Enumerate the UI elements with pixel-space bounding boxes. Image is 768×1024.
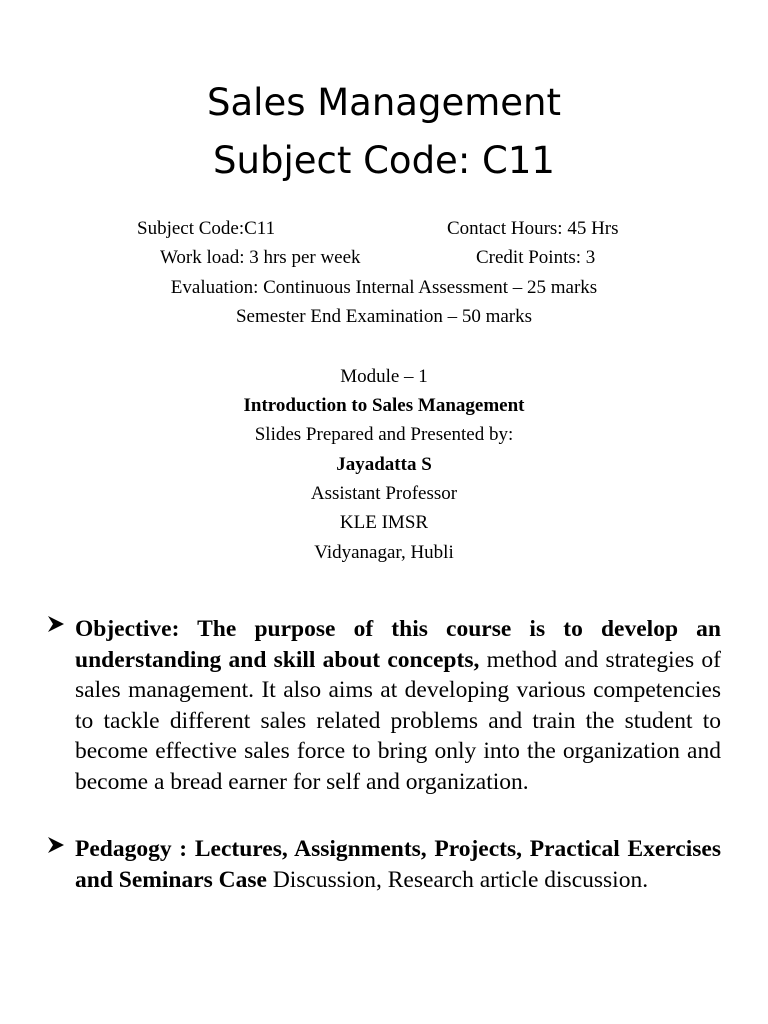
semester-exam-info: Semester End Examination – 50 marks <box>235 306 533 327</box>
presenter-designation: Assistant Professor <box>310 483 458 504</box>
arrowhead-bullet-icon <box>46 835 66 855</box>
prepared-by-label: Slides Prepared and Presented by: <box>254 424 514 445</box>
pedagogy-text: Discussion, Research article discussion. <box>266 866 649 893</box>
evaluation-info: Evaluation: Continuous Internal Assessment – 25 marks <box>170 277 598 298</box>
subject-code-info: Subject Code:C11 <box>137 218 276 239</box>
institute-name: KLE IMSR <box>339 512 429 533</box>
work-load-info: Work load: 3 hrs per week <box>160 247 361 268</box>
pedagogy-bullet <box>75 834 721 895</box>
institute-location: Vidyanagar, Hubli <box>314 542 454 563</box>
arrowhead-bullet-icon <box>46 614 66 634</box>
objective-bullet <box>75 614 721 798</box>
document-title: Sales Management <box>207 81 561 124</box>
module-number: Module – 1 <box>340 366 428 387</box>
presenter-name: Jayadatta S <box>336 454 432 475</box>
objective-bold-text: Objective: The purpose of this course is to develop an understanding and skill about concepts, <box>75 616 721 673</box>
module-title: Introduction to Sales Management <box>243 395 525 416</box>
contact-hours-info: Contact Hours: 45 Hrs <box>447 218 619 239</box>
credit-points-info: Credit Points: 3 <box>476 247 596 268</box>
subject-code-title: Subject Code: C11 <box>213 139 555 182</box>
pedagogy-bold-text: Pedagogy : Lectures, Assignments, Projects, Practical Exercises and Seminars Case <box>75 836 721 893</box>
objective-text: method and strategies of sales management. It also aims at developing various competencies to tackle different sales related problems and train the student to become effective sales force to bring only into the organization and become a bread earner for self and organization. <box>75 646 721 795</box>
